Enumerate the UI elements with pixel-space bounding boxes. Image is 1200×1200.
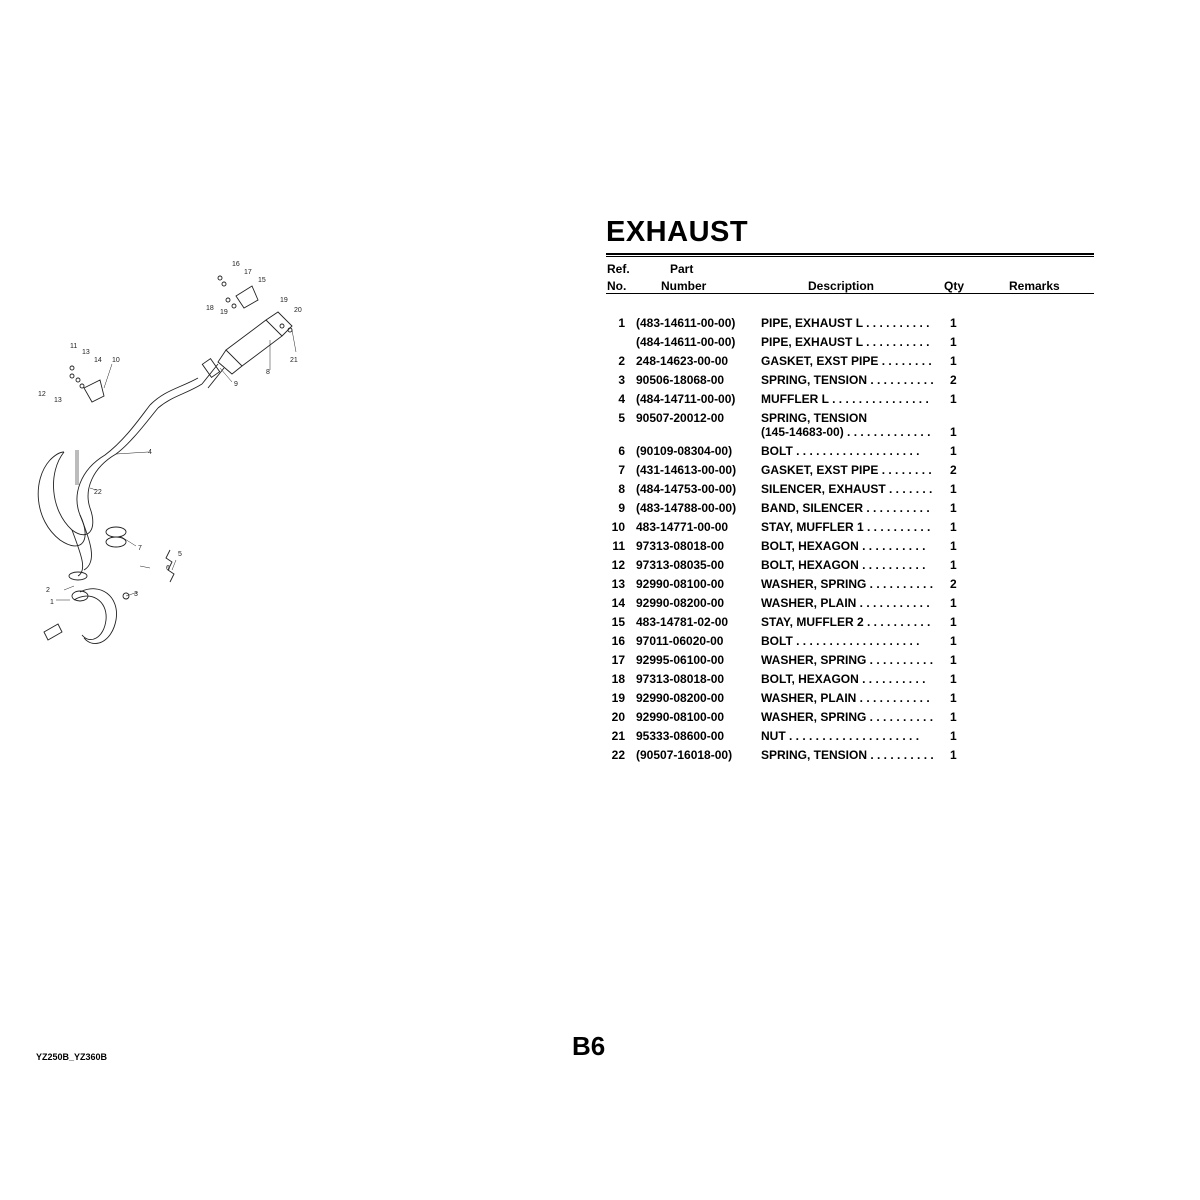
part-qty: 1 [950,710,957,724]
part-description: MUFFLER L . . . . . . . . . . . . . . . [761,392,929,406]
part-number: 90507-20012-00 [636,411,725,425]
part-qty: 1 [950,634,957,648]
svg-text:19: 19 [220,309,228,316]
svg-text:13: 13 [82,349,90,356]
col-header-part-bottom: Number [661,279,707,293]
svg-text:15: 15 [258,277,266,284]
part-number: 97011-06020-00 [636,634,724,648]
parts-table [606,316,1094,767]
part-number: (483-14788-00-00) [636,501,737,515]
svg-text:17: 17 [244,269,252,276]
header-rule [606,293,1094,294]
svg-text:13: 13 [54,397,62,404]
table-row [606,653,1094,672]
table-row [606,558,1094,577]
table-row [606,577,1094,596]
ref-number: 3 [618,373,625,387]
ref-number: 9 [618,501,625,515]
part-number: (90507-16018-00) [636,748,733,762]
part-number: 97313-08035-00 [636,558,725,572]
ref-number: 16 [611,634,625,648]
part-number: 92990-08200-00 [636,691,725,705]
part-description: WASHER, PLAIN . . . . . . . . . . . [761,691,930,705]
part-description: BAND, SILENCER . . . . . . . . . . [761,501,930,515]
ref-number: 1 [618,316,625,330]
ref-number: 2 [618,354,625,368]
col-header-remarks: Remarks [1009,279,1060,293]
svg-text:7: 7 [138,545,142,552]
part-description: BOLT, HEXAGON . . . . . . . . . . [761,558,926,572]
part-number: 97313-08018-00 [636,539,725,553]
svg-text:9: 9 [234,381,238,388]
table-row [606,316,1094,335]
part-qty: 1 [950,539,957,553]
table-row [606,482,1094,501]
svg-text:18: 18 [206,305,214,312]
svg-text:8: 8 [266,369,270,376]
part-qty: 1 [950,653,957,667]
svg-text:16: 16 [232,261,240,268]
part-qty: 1 [950,558,957,572]
part-qty: 1 [950,354,957,368]
exploded-parts-diagram [20,240,340,660]
title-rule-thin [606,256,1094,257]
ref-number: 14 [611,596,625,610]
ref-number: 18 [611,672,625,686]
table-row [606,335,1094,354]
part-description: WASHER, SPRING . . . . . . . . . . [761,710,934,724]
ref-number: 11 [612,539,625,553]
ref-number: 20 [611,710,625,724]
ref-number: 12 [611,558,625,572]
part-qty: 1 [950,748,957,762]
svg-text:19: 19 [280,297,288,304]
svg-text:3: 3 [134,591,138,598]
svg-text:4: 4 [148,449,152,456]
col-header-ref-top: Ref. [607,262,630,276]
table-row [606,672,1094,691]
part-description: BOLT, HEXAGON . . . . . . . . . . [761,539,926,553]
page-number: B6 [572,1031,606,1061]
ref-number: 7 [618,463,625,477]
title-rule-thick [606,253,1094,255]
part-description: WASHER, PLAIN . . . . . . . . . . . [761,596,930,610]
svg-text:14: 14 [94,357,102,364]
part-description: WASHER, SPRING . . . . . . . . . . [761,577,934,591]
part-description: SPRING, TENSION . . . . . . . . . . [761,748,934,762]
part-description: SPRING, TENSION [761,411,868,425]
table-row [606,501,1094,520]
part-number: 92995-06100-00 [636,653,725,667]
ref-number: 22 [611,748,625,762]
part-number: 483-14771-00-00 [636,520,729,534]
part-qty: 1 [950,615,957,629]
part-description: STAY, MUFFLER 1 . . . . . . . . . . [761,520,931,534]
col-header-description: Description [808,279,875,293]
part-number: 97313-08018-00 [636,672,725,686]
svg-text:12: 12 [38,391,46,398]
part-description: BOLT . . . . . . . . . . . . . . . . . . . [761,634,920,648]
table-row [606,354,1094,373]
part-qty: 1 [950,425,957,439]
part-qty: 1 [950,482,957,496]
part-qty: 1 [950,672,957,686]
part-number: 90506-18068-00 [636,373,725,387]
part-qty: 1 [950,596,957,610]
part-description: SPRING, TENSION . . . . . . . . . . [761,373,934,387]
part-description: WASHER, SPRING . . . . . . . . . . [761,653,934,667]
svg-text:11: 11 [70,343,78,350]
table-row [606,729,1094,748]
ref-number: 15 [611,615,625,629]
svg-text:20: 20 [294,307,302,314]
svg-text:2: 2 [46,587,50,594]
table-row [606,634,1094,653]
part-description: SILENCER, EXHAUST . . . . . . . [761,482,933,496]
exhaust-assembly-drawing [20,240,340,660]
part-description: BOLT, HEXAGON . . . . . . . . . . [761,672,926,686]
part-number: 92990-08100-00 [636,577,725,591]
part-description-continued: (145-14683-00) . . . . . . . . . . . . . [761,425,931,439]
part-description: PIPE, EXHAUST L . . . . . . . . . . [761,335,930,349]
part-qty: 2 [950,373,957,387]
ref-number: 19 [611,691,625,705]
ref-number: 13 [611,577,625,591]
col-header-ref-bottom: No. [607,279,627,293]
part-description: STAY, MUFFLER 2 . . . . . . . . . . [761,615,931,629]
svg-text:22: 22 [94,489,102,496]
col-header-part-top: Part [670,262,694,276]
model-code: YZ250B_YZ360B [36,1052,108,1062]
col-header-qty: Qty [944,279,965,293]
svg-text:21: 21 [290,357,298,364]
part-number: 95333-08600-00 [636,729,725,743]
part-qty: 2 [950,463,957,477]
table-row [606,392,1094,411]
svg-text:1: 1 [50,599,54,606]
table-row [606,444,1094,463]
part-number: 92990-08200-00 [636,596,725,610]
part-qty: 1 [950,316,957,330]
table-row [606,373,1094,392]
part-qty: 1 [950,520,957,534]
part-qty: 1 [950,335,957,349]
part-number: (483-14611-00-00) [636,316,736,330]
table-row [606,691,1094,710]
part-number: (484-14611-00-00) [636,335,736,349]
table-row [606,615,1094,634]
part-number: 248-14623-00-00 [636,354,729,368]
ref-number: 10 [611,520,625,534]
table-row [606,596,1094,615]
svg-text:6: 6 [166,565,170,572]
svg-text:10: 10 [112,357,120,364]
ref-number: 4 [618,392,625,406]
part-number: (484-14711-00-00) [636,392,736,406]
ref-number: 17 [611,653,625,667]
part-qty: 2 [950,577,957,591]
part-description: BOLT . . . . . . . . . . . . . . . . . . . [761,444,920,458]
table-row [606,539,1094,558]
part-description: GASKET, EXST PIPE . . . . . . . . [761,354,932,368]
part-qty: 1 [950,444,957,458]
table-row [606,520,1094,539]
ref-number: 21 [611,729,625,743]
part-qty: 1 [950,691,957,705]
part-qty: 1 [950,501,957,515]
table-row [606,710,1094,729]
part-qty: 1 [950,729,957,743]
svg-text:5: 5 [178,551,182,558]
part-number: (431-14613-00-00) [636,463,737,477]
part-description: GASKET, EXST PIPE . . . . . . . . [761,463,932,477]
table-row [606,463,1094,482]
part-description: NUT . . . . . . . . . . . . . . . . . . . . [761,729,920,743]
part-qty: 1 [950,392,957,406]
page-title: EXHAUST [606,216,749,248]
part-description: PIPE, EXHAUST L . . . . . . . . . . [761,316,930,330]
ref-number: 5 [618,411,625,425]
table-row [606,411,1094,444]
part-number: (484-14753-00-00) [636,482,737,496]
ref-number: 6 [618,444,625,458]
table-row [606,748,1094,767]
part-number: 92990-08100-00 [636,710,725,724]
ref-number: 8 [618,482,625,496]
part-number: (90109-08304-00) [636,444,733,458]
part-number: 483-14781-02-00 [636,615,729,629]
